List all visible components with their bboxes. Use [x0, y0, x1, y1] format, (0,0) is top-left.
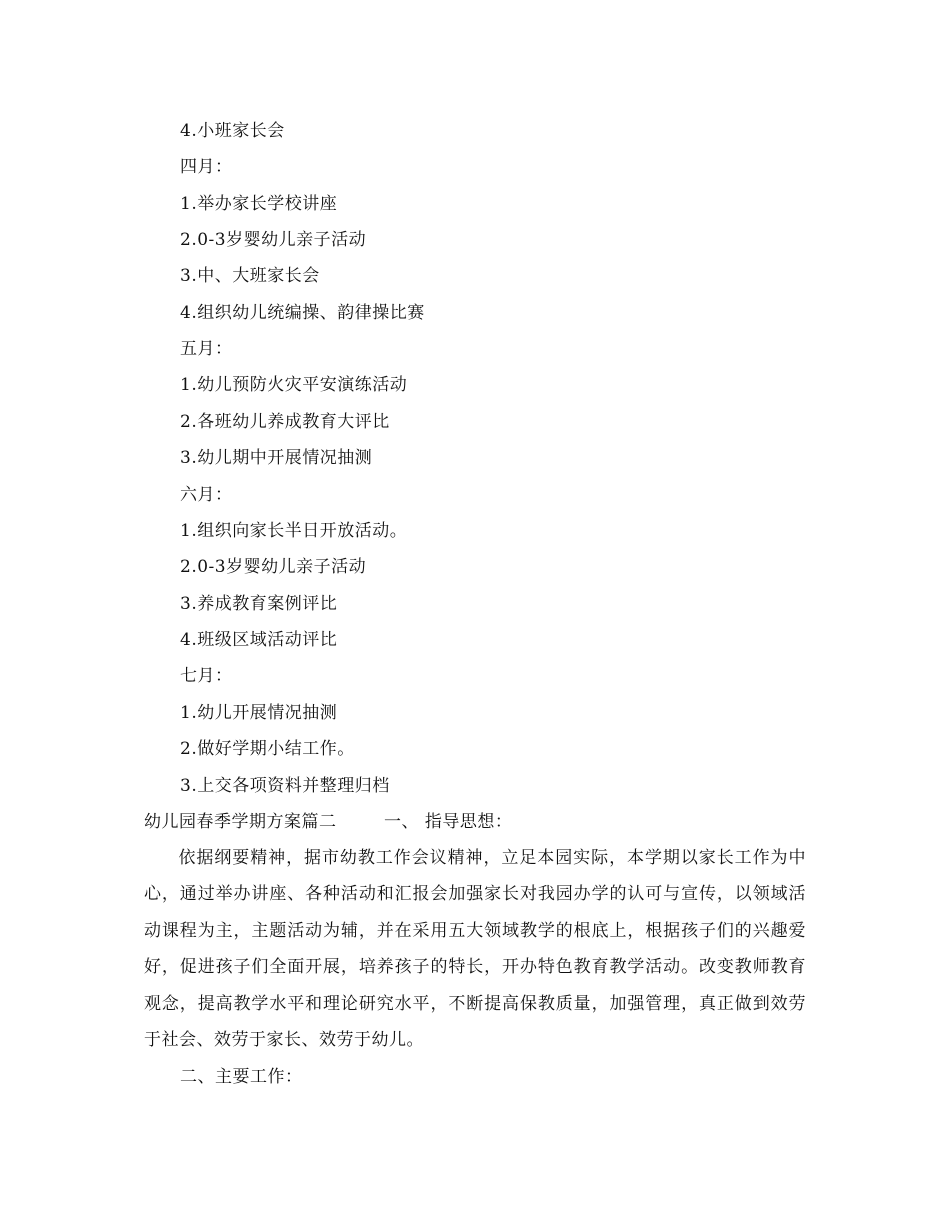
june-item-1: 1.组织向家长半日开放活动。 [180, 521, 408, 541]
paragraph-text: 依据纲要精神，据市幼教工作会议精神，立足本园实际，本学期以家长工作为中心，通过举办讲座、各种活动和汇报会加强家长对我园办学的认可与宣传，以领域活动课程为主，主题活动为辅，并在采用五大领域教学的根底上，根据孩子们的兴趣爱好，促进孩子们全面开展，培养孩子的特长，开办特色教育教学活动。改变教师教育观念，提高教学水平和理论研究水平，不断提高保教质量，加强管理，真正做到效劳于社会、效劳于家长、效劳于幼儿。 [144, 848, 806, 1051]
march-item-4: 4.小班家长会 [180, 121, 285, 141]
april-item-2: 2.0-3岁婴幼儿亲子活动 [180, 230, 367, 250]
may-item-1: 1.幼儿预防火灾平安演练活动 [180, 375, 408, 395]
april-item-3: 3.中、大班家长会 [180, 266, 320, 286]
may-heading: 五月： [180, 339, 233, 359]
june-item-2: 2.0-3岁婴幼儿亲子活动 [180, 557, 367, 577]
july-item-1: 1.幼儿开展情况抽测 [180, 703, 338, 723]
july-item-3: 3.上交各项资料并整理归档 [180, 776, 390, 796]
april-heading: 四月： [180, 157, 233, 177]
section-subtitle: 一、 指导思想： [384, 812, 513, 832]
main-work-heading: 二、主要工作： [180, 1067, 303, 1087]
april-item-4: 4.组织幼儿统编操、韵律操比赛 [180, 303, 425, 323]
july-item-2: 2.做好学期小结工作。 [180, 739, 355, 759]
june-item-3: 3.养成教育案例评比 [180, 594, 338, 614]
may-item-3: 3.幼儿期中开展情况抽测 [180, 448, 373, 468]
section-title: 幼儿园春季学期方案篇二 [144, 812, 337, 832]
may-item-2: 2.各班幼儿养成教育大评比 [180, 412, 390, 432]
april-item-1: 1.举办家长学校讲座 [180, 194, 338, 214]
july-heading: 七月： [180, 666, 233, 686]
june-heading: 六月： [180, 485, 233, 505]
guiding-paragraph [144, 840, 806, 1058]
june-item-4: 4.班级区域活动评比 [180, 630, 338, 650]
